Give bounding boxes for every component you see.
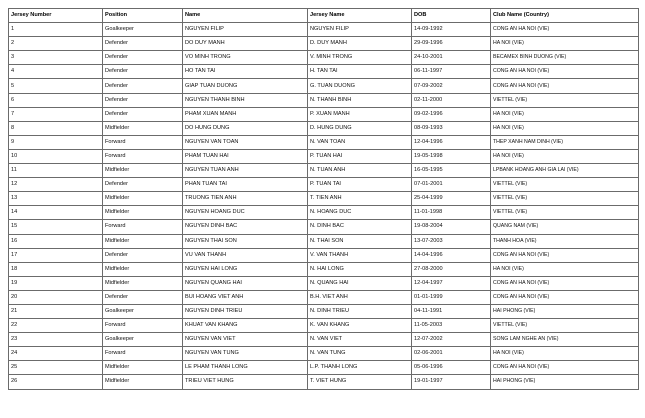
header-name: Name bbox=[183, 9, 308, 23]
jersey-number-cell: 23 bbox=[9, 333, 103, 347]
name-cell: GIAP TUAN DUONG bbox=[183, 79, 308, 93]
table-row bbox=[9, 23, 639, 37]
position-cell: Defender bbox=[103, 65, 183, 79]
dob-cell: 09-02-1996 bbox=[412, 107, 491, 121]
name-cell: KHUAT VAN KHANG bbox=[183, 319, 308, 333]
jersey-name-cell: G. TUAN DUONG bbox=[308, 79, 412, 93]
position-cell: Defender bbox=[103, 178, 183, 192]
jersey-number-cell: 1 bbox=[9, 23, 103, 37]
name-cell: NGUYEN DINH BAC bbox=[183, 220, 308, 234]
jersey-name-cell: D. DUY MANH bbox=[308, 37, 412, 51]
dob-cell: 12-07-2002 bbox=[412, 333, 491, 347]
name-cell: VO MINH TRONG bbox=[183, 51, 308, 65]
jersey-number-cell: 4 bbox=[9, 65, 103, 79]
jersey-number-cell: 6 bbox=[9, 93, 103, 107]
jersey-number-cell: 5 bbox=[9, 79, 103, 93]
dob-cell: 06-11-1997 bbox=[412, 65, 491, 79]
name-cell: PHAN TUAN TAI bbox=[183, 178, 308, 192]
jersey-name-cell: V. MINH TRONG bbox=[308, 51, 412, 65]
club-name-cell: CONG AN HA NOI (VIE) bbox=[491, 65, 639, 79]
name-cell: TRUONG TIEN ANH bbox=[183, 192, 308, 206]
jersey-number-cell: 16 bbox=[9, 234, 103, 248]
club-name-cell: VIETTEL (VIE) bbox=[491, 206, 639, 220]
name-cell: NGUYEN VAN TOAN bbox=[183, 135, 308, 149]
dob-cell: 19-01-1997 bbox=[412, 375, 491, 389]
position-cell: Midfielder bbox=[103, 361, 183, 375]
table-row bbox=[9, 304, 639, 318]
jersey-name-cell: N. THAI SON bbox=[308, 234, 412, 248]
dob-cell: 12-04-1996 bbox=[412, 135, 491, 149]
table-row bbox=[9, 37, 639, 51]
jersey-name-cell: P. TUAN HAI bbox=[308, 149, 412, 163]
position-cell: Defender bbox=[103, 290, 183, 304]
dob-cell: 14-09-1992 bbox=[412, 23, 491, 37]
name-cell: NGUYEN HAI LONG bbox=[183, 262, 308, 276]
position-cell: Goalkeeper bbox=[103, 333, 183, 347]
jersey-name-cell: N. HOANG DUC bbox=[308, 206, 412, 220]
position-cell: Defender bbox=[103, 37, 183, 51]
club-name-cell: THEP XANH NAM DINH (VIE) bbox=[491, 135, 639, 149]
table-row bbox=[9, 149, 639, 163]
header-row bbox=[9, 9, 639, 23]
club-name-cell: HA NOI (VIE) bbox=[491, 149, 639, 163]
dob-cell: 13-07-2003 bbox=[412, 234, 491, 248]
jersey-number-cell: 13 bbox=[9, 192, 103, 206]
jersey-number-cell: 25 bbox=[9, 361, 103, 375]
table-row bbox=[9, 347, 639, 361]
name-cell: NGUYEN THAI SON bbox=[183, 234, 308, 248]
position-cell: Defender bbox=[103, 248, 183, 262]
position-cell: Midfielder bbox=[103, 262, 183, 276]
jersey-name-cell: B.H. VIET ANH bbox=[308, 290, 412, 304]
club-name-cell: CONG AN HA NOI (VIE) bbox=[491, 23, 639, 37]
table-row bbox=[9, 135, 639, 149]
jersey-number-cell: 10 bbox=[9, 149, 103, 163]
position-cell: Midfielder bbox=[103, 276, 183, 290]
jersey-number-cell: 8 bbox=[9, 121, 103, 135]
name-cell: PHAM XUAN MANH bbox=[183, 107, 308, 121]
table-row bbox=[9, 79, 639, 93]
jersey-number-cell: 22 bbox=[9, 319, 103, 333]
dob-cell: 07-01-2001 bbox=[412, 178, 491, 192]
club-name-cell: HA NOI (VIE) bbox=[491, 262, 639, 276]
header-dob: DOB bbox=[412, 9, 491, 23]
header-club-name: Club Name (Country) bbox=[491, 9, 639, 23]
table-row bbox=[9, 234, 639, 248]
jersey-name-cell: N. DINH BAC bbox=[308, 220, 412, 234]
table-row bbox=[9, 319, 639, 333]
club-name-cell: HAI PHONG (VIE) bbox=[491, 375, 639, 389]
position-cell: Goalkeeper bbox=[103, 304, 183, 318]
club-name-cell: HA NOI (VIE) bbox=[491, 107, 639, 121]
table-row bbox=[9, 93, 639, 107]
name-cell: PHAM TUAN HAI bbox=[183, 149, 308, 163]
header-jersey-name: Jersey Name bbox=[308, 9, 412, 23]
jersey-number-cell: 14 bbox=[9, 206, 103, 220]
table-row bbox=[9, 178, 639, 192]
dob-cell: 11-01-1998 bbox=[412, 206, 491, 220]
club-name-cell: HA NOI (VIE) bbox=[491, 37, 639, 51]
table-row bbox=[9, 220, 639, 234]
jersey-name-cell: P. XUAN MANH bbox=[308, 107, 412, 121]
name-cell: LE PHAM THANH LONG bbox=[183, 361, 308, 375]
position-cell: Midfielder bbox=[103, 164, 183, 178]
name-cell: DO DUY MANH bbox=[183, 37, 308, 51]
dob-cell: 25-04-1999 bbox=[412, 192, 491, 206]
position-cell: Midfielder bbox=[103, 234, 183, 248]
jersey-name-cell: D. HUNG DUNG bbox=[308, 121, 412, 135]
dob-cell: 02-11-2000 bbox=[412, 93, 491, 107]
name-cell: NGUYEN VAN TUNG bbox=[183, 347, 308, 361]
jersey-name-cell: N. THANH BINH bbox=[308, 93, 412, 107]
club-name-cell: VIETTEL (VIE) bbox=[491, 319, 639, 333]
club-name-cell: VIETTEL (VIE) bbox=[491, 93, 639, 107]
jersey-number-cell: 7 bbox=[9, 107, 103, 121]
jersey-number-cell: 12 bbox=[9, 178, 103, 192]
table-row bbox=[9, 164, 639, 178]
jersey-name-cell: N. QUANG HAI bbox=[308, 276, 412, 290]
name-cell: NGUYEN HOANG DUC bbox=[183, 206, 308, 220]
jersey-number-cell: 21 bbox=[9, 304, 103, 318]
dob-cell: 16-05-1995 bbox=[412, 164, 491, 178]
club-name-cell: CONG AN HA NOI (VIE) bbox=[491, 290, 639, 304]
table-row bbox=[9, 206, 639, 220]
table-row bbox=[9, 248, 639, 262]
club-name-cell: CONG AN HA NOI (VIE) bbox=[491, 79, 639, 93]
position-cell: Forward bbox=[103, 135, 183, 149]
jersey-name-cell: H. TAN TAI bbox=[308, 65, 412, 79]
jersey-name-cell: N. HAI LONG bbox=[308, 262, 412, 276]
roster-body bbox=[9, 23, 639, 389]
position-cell: Defender bbox=[103, 79, 183, 93]
position-cell: Midfielder bbox=[103, 121, 183, 135]
jersey-name-cell: N. TUAN ANH bbox=[308, 164, 412, 178]
name-cell: NGUYEN DINH TRIEU bbox=[183, 304, 308, 318]
table-row bbox=[9, 51, 639, 65]
club-name-cell: LPBANK HOANG ANH GIA LAI (VIE) bbox=[491, 164, 639, 178]
dob-cell: 19-08-2004 bbox=[412, 220, 491, 234]
position-cell: Goalkeeper bbox=[103, 23, 183, 37]
name-cell: NGUYEN THANH BINH bbox=[183, 93, 308, 107]
name-cell: NGUYEN FILIP bbox=[183, 23, 308, 37]
position-cell: Defender bbox=[103, 107, 183, 121]
header-jersey-number: Jersey Number bbox=[9, 9, 103, 23]
table-row bbox=[9, 121, 639, 135]
jersey-name-cell: K. VAN KHANG bbox=[308, 319, 412, 333]
table-row bbox=[9, 276, 639, 290]
dob-cell: 19-05-1998 bbox=[412, 149, 491, 163]
dob-cell: 11-05-2003 bbox=[412, 319, 491, 333]
club-name-cell: VIETTEL (VIE) bbox=[491, 192, 639, 206]
table-row bbox=[9, 361, 639, 375]
club-name-cell: CONG AN HA NOI (VIE) bbox=[491, 276, 639, 290]
roster-table bbox=[8, 8, 639, 390]
club-name-cell: SONG LAM NGHE AN (VIE) bbox=[491, 333, 639, 347]
position-cell: Midfielder bbox=[103, 375, 183, 389]
dob-cell: 08-09-1993 bbox=[412, 121, 491, 135]
jersey-number-cell: 3 bbox=[9, 51, 103, 65]
table-row bbox=[9, 375, 639, 389]
club-name-cell: HA NOI (VIE) bbox=[491, 347, 639, 361]
jersey-number-cell: 2 bbox=[9, 37, 103, 51]
name-cell: NGUYEN QUANG HAI bbox=[183, 276, 308, 290]
dob-cell: 05-06-1996 bbox=[412, 361, 491, 375]
position-cell: Defender bbox=[103, 93, 183, 107]
dob-cell: 14-04-1996 bbox=[412, 248, 491, 262]
jersey-name-cell: N. VAN TOAN bbox=[308, 135, 412, 149]
jersey-number-cell: 11 bbox=[9, 164, 103, 178]
name-cell: VU VAN THANH bbox=[183, 248, 308, 262]
name-cell: DO HUNG DUNG bbox=[183, 121, 308, 135]
jersey-number-cell: 24 bbox=[9, 347, 103, 361]
jersey-name-cell: N. VAN VIET bbox=[308, 333, 412, 347]
jersey-name-cell: V. VAN THANH bbox=[308, 248, 412, 262]
name-cell: HO TAN TAI bbox=[183, 65, 308, 79]
name-cell: NGUYEN VAN VIET bbox=[183, 333, 308, 347]
club-name-cell: CONG AN HA NOI (VIE) bbox=[491, 248, 639, 262]
jersey-number-cell: 19 bbox=[9, 276, 103, 290]
table-row bbox=[9, 107, 639, 121]
position-cell: Defender bbox=[103, 51, 183, 65]
table-row bbox=[9, 290, 639, 304]
jersey-name-cell: N. DINH TRIEU bbox=[308, 304, 412, 318]
name-cell: TRIEU VIET HUNG bbox=[183, 375, 308, 389]
jersey-number-cell: 26 bbox=[9, 375, 103, 389]
club-name-cell: CONG AN HA NOI (VIE) bbox=[491, 361, 639, 375]
header-position: Position bbox=[103, 9, 183, 23]
table-row bbox=[9, 65, 639, 79]
club-name-cell: BECAMEX BINH DUONG (VIE) bbox=[491, 51, 639, 65]
jersey-name-cell: P. TUAN TAI bbox=[308, 178, 412, 192]
jersey-name-cell: N. VAN TUNG bbox=[308, 347, 412, 361]
position-cell: Forward bbox=[103, 149, 183, 163]
dob-cell: 01-01-1999 bbox=[412, 290, 491, 304]
position-cell: Forward bbox=[103, 319, 183, 333]
position-cell: Midfielder bbox=[103, 206, 183, 220]
table-row bbox=[9, 333, 639, 347]
jersey-number-cell: 9 bbox=[9, 135, 103, 149]
jersey-number-cell: 17 bbox=[9, 248, 103, 262]
club-name-cell: HAI PHONG (VIE) bbox=[491, 304, 639, 318]
jersey-name-cell: T. TIEN ANH bbox=[308, 192, 412, 206]
dob-cell: 04-11-1991 bbox=[412, 304, 491, 318]
jersey-name-cell: T. VIET HUNG bbox=[308, 375, 412, 389]
club-name-cell: THANH HOA (VIE) bbox=[491, 234, 639, 248]
position-cell: Midfielder bbox=[103, 192, 183, 206]
position-cell: Forward bbox=[103, 347, 183, 361]
name-cell: BUI HOANG VIET ANH bbox=[183, 290, 308, 304]
club-name-cell: VIETTEL (VIE) bbox=[491, 178, 639, 192]
club-name-cell: QUANG NAM (VIE) bbox=[491, 220, 639, 234]
position-cell: Forward bbox=[103, 220, 183, 234]
dob-cell: 07-09-2002 bbox=[412, 79, 491, 93]
name-cell: NGUYEN TUAN ANH bbox=[183, 164, 308, 178]
dob-cell: 24-10-2001 bbox=[412, 51, 491, 65]
dob-cell: 02-06-2001 bbox=[412, 347, 491, 361]
jersey-number-cell: 20 bbox=[9, 290, 103, 304]
jersey-number-cell: 18 bbox=[9, 262, 103, 276]
club-name-cell: HA NOI (VIE) bbox=[491, 121, 639, 135]
table-row bbox=[9, 192, 639, 206]
dob-cell: 29-09-1996 bbox=[412, 37, 491, 51]
dob-cell: 12-04-1997 bbox=[412, 276, 491, 290]
jersey-number-cell: 15 bbox=[9, 220, 103, 234]
dob-cell: 27-08-2000 bbox=[412, 262, 491, 276]
jersey-name-cell: NGUYEN FILIP bbox=[308, 23, 412, 37]
table-row bbox=[9, 262, 639, 276]
jersey-name-cell: L.P. THANH LONG bbox=[308, 361, 412, 375]
